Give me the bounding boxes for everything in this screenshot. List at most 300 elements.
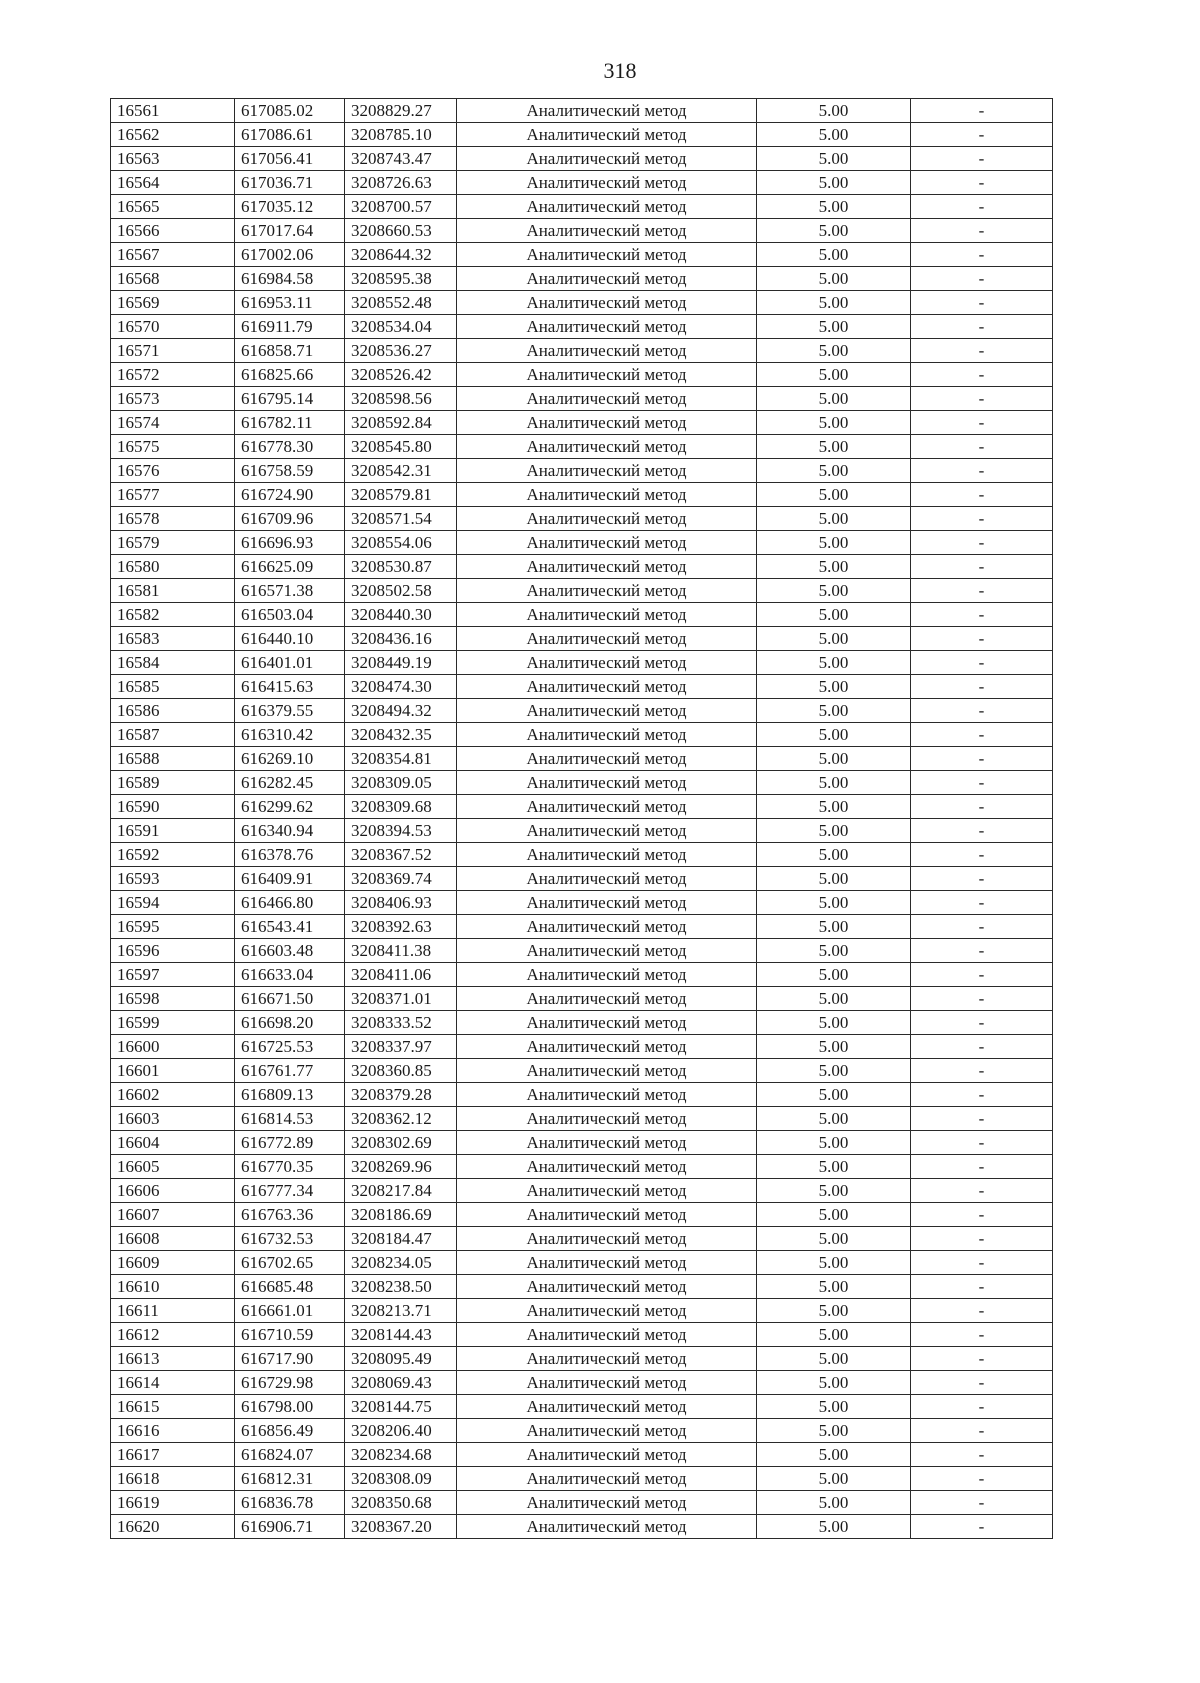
accuracy-cell: 5.00 bbox=[757, 507, 911, 531]
method-cell: Аналитический метод bbox=[457, 1467, 757, 1491]
y-coordinate-cell: 3208545.80 bbox=[345, 435, 457, 459]
table-row bbox=[111, 939, 1053, 963]
method-cell: Аналитический метод bbox=[457, 1491, 757, 1515]
note-cell: - bbox=[911, 675, 1053, 699]
x-coordinate-cell: 616503.04 bbox=[235, 603, 345, 627]
y-coordinate-cell: 3208234.68 bbox=[345, 1443, 457, 1467]
table-row bbox=[111, 1323, 1053, 1347]
y-coordinate-cell: 3208269.96 bbox=[345, 1155, 457, 1179]
point-number-cell: 16591 bbox=[111, 819, 235, 843]
x-coordinate-cell: 616401.01 bbox=[235, 651, 345, 675]
note-cell: - bbox=[911, 555, 1053, 579]
accuracy-cell: 5.00 bbox=[757, 1443, 911, 1467]
x-coordinate-cell: 616710.59 bbox=[235, 1323, 345, 1347]
accuracy-cell: 5.00 bbox=[757, 1155, 911, 1179]
point-number-cell: 16602 bbox=[111, 1083, 235, 1107]
note-cell: - bbox=[911, 411, 1053, 435]
accuracy-cell: 5.00 bbox=[757, 1083, 911, 1107]
point-number-cell: 16592 bbox=[111, 843, 235, 867]
table-row bbox=[111, 699, 1053, 723]
accuracy-cell: 5.00 bbox=[757, 1299, 911, 1323]
y-coordinate-cell: 3208552.48 bbox=[345, 291, 457, 315]
point-number-cell: 16581 bbox=[111, 579, 235, 603]
x-coordinate-cell: 616299.62 bbox=[235, 795, 345, 819]
table-row bbox=[111, 1011, 1053, 1035]
y-coordinate-cell: 3208406.93 bbox=[345, 891, 457, 915]
accuracy-cell: 5.00 bbox=[757, 1323, 911, 1347]
note-cell: - bbox=[911, 267, 1053, 291]
x-coordinate-cell: 616310.42 bbox=[235, 723, 345, 747]
note-cell: - bbox=[911, 171, 1053, 195]
accuracy-cell: 5.00 bbox=[757, 1371, 911, 1395]
table-row bbox=[111, 1299, 1053, 1323]
table-row bbox=[111, 1275, 1053, 1299]
note-cell: - bbox=[911, 1059, 1053, 1083]
accuracy-cell: 5.00 bbox=[757, 459, 911, 483]
accuracy-cell: 5.00 bbox=[757, 195, 911, 219]
note-cell: - bbox=[911, 627, 1053, 651]
accuracy-cell: 5.00 bbox=[757, 171, 911, 195]
note-cell: - bbox=[911, 1467, 1053, 1491]
accuracy-cell: 5.00 bbox=[757, 219, 911, 243]
point-number-cell: 16606 bbox=[111, 1179, 235, 1203]
accuracy-cell: 5.00 bbox=[757, 963, 911, 987]
point-number-cell: 16605 bbox=[111, 1155, 235, 1179]
note-cell: - bbox=[911, 195, 1053, 219]
note-cell: - bbox=[911, 483, 1053, 507]
x-coordinate-cell: 616625.09 bbox=[235, 555, 345, 579]
note-cell: - bbox=[911, 723, 1053, 747]
method-cell: Аналитический метод bbox=[457, 1155, 757, 1179]
point-number-cell: 16601 bbox=[111, 1059, 235, 1083]
note-cell: - bbox=[911, 363, 1053, 387]
x-coordinate-cell: 616409.91 bbox=[235, 867, 345, 891]
y-coordinate-cell: 3208362.12 bbox=[345, 1107, 457, 1131]
table-row bbox=[111, 483, 1053, 507]
method-cell: Аналитический метод bbox=[457, 171, 757, 195]
x-coordinate-cell: 616415.63 bbox=[235, 675, 345, 699]
x-coordinate-cell: 616770.35 bbox=[235, 1155, 345, 1179]
x-coordinate-cell: 616603.48 bbox=[235, 939, 345, 963]
method-cell: Аналитический метод bbox=[457, 99, 757, 123]
y-coordinate-cell: 3208354.81 bbox=[345, 747, 457, 771]
accuracy-cell: 5.00 bbox=[757, 915, 911, 939]
note-cell: - bbox=[911, 243, 1053, 267]
y-coordinate-cell: 3208360.85 bbox=[345, 1059, 457, 1083]
method-cell: Аналитический метод bbox=[457, 147, 757, 171]
accuracy-cell: 5.00 bbox=[757, 267, 911, 291]
method-cell: Аналитический метод bbox=[457, 483, 757, 507]
note-cell: - bbox=[911, 507, 1053, 531]
note-cell: - bbox=[911, 1491, 1053, 1515]
table-row bbox=[111, 243, 1053, 267]
point-number-cell: 16564 bbox=[111, 171, 235, 195]
x-coordinate-cell: 616440.10 bbox=[235, 627, 345, 651]
note-cell: - bbox=[911, 459, 1053, 483]
note-cell: - bbox=[911, 651, 1053, 675]
note-cell: - bbox=[911, 435, 1053, 459]
method-cell: Аналитический метод bbox=[457, 1515, 757, 1539]
method-cell: Аналитический метод bbox=[457, 339, 757, 363]
y-coordinate-cell: 3208367.20 bbox=[345, 1515, 457, 1539]
x-coordinate-cell: 616761.77 bbox=[235, 1059, 345, 1083]
point-number-cell: 16586 bbox=[111, 699, 235, 723]
point-number-cell: 16562 bbox=[111, 123, 235, 147]
point-number-cell: 16563 bbox=[111, 147, 235, 171]
x-coordinate-cell: 616702.65 bbox=[235, 1251, 345, 1275]
accuracy-cell: 5.00 bbox=[757, 483, 911, 507]
accuracy-cell: 5.00 bbox=[757, 123, 911, 147]
method-cell: Аналитический метод bbox=[457, 699, 757, 723]
note-cell: - bbox=[911, 795, 1053, 819]
y-coordinate-cell: 3208554.06 bbox=[345, 531, 457, 555]
note-cell: - bbox=[911, 1011, 1053, 1035]
method-cell: Аналитический метод bbox=[457, 603, 757, 627]
point-number-cell: 16612 bbox=[111, 1323, 235, 1347]
x-coordinate-cell: 616717.90 bbox=[235, 1347, 345, 1371]
y-coordinate-cell: 3208217.84 bbox=[345, 1179, 457, 1203]
point-number-cell: 16597 bbox=[111, 963, 235, 987]
method-cell: Аналитический метод bbox=[457, 771, 757, 795]
table-row bbox=[111, 1131, 1053, 1155]
point-number-cell: 16616 bbox=[111, 1419, 235, 1443]
y-coordinate-cell: 3208536.27 bbox=[345, 339, 457, 363]
point-number-cell: 16568 bbox=[111, 267, 235, 291]
method-cell: Аналитический метод bbox=[457, 555, 757, 579]
y-coordinate-cell: 3208660.53 bbox=[345, 219, 457, 243]
point-number-cell: 16571 bbox=[111, 339, 235, 363]
x-coordinate-cell: 617035.12 bbox=[235, 195, 345, 219]
accuracy-cell: 5.00 bbox=[757, 1035, 911, 1059]
x-coordinate-cell: 616758.59 bbox=[235, 459, 345, 483]
method-cell: Аналитический метод bbox=[457, 459, 757, 483]
table-row bbox=[111, 1443, 1053, 1467]
y-coordinate-cell: 3208436.16 bbox=[345, 627, 457, 651]
point-number-cell: 16608 bbox=[111, 1227, 235, 1251]
table-row bbox=[111, 363, 1053, 387]
table-row bbox=[111, 1155, 1053, 1179]
x-coordinate-cell: 617002.06 bbox=[235, 243, 345, 267]
point-number-cell: 16607 bbox=[111, 1203, 235, 1227]
method-cell: Аналитический метод bbox=[457, 411, 757, 435]
accuracy-cell: 5.00 bbox=[757, 675, 911, 699]
table-row bbox=[111, 555, 1053, 579]
method-cell: Аналитический метод bbox=[457, 1107, 757, 1131]
method-cell: Аналитический метод bbox=[457, 963, 757, 987]
x-coordinate-cell: 616984.58 bbox=[235, 267, 345, 291]
y-coordinate-cell: 3208308.09 bbox=[345, 1467, 457, 1491]
table-row bbox=[111, 843, 1053, 867]
method-cell: Аналитический метод bbox=[457, 819, 757, 843]
point-number-cell: 16593 bbox=[111, 867, 235, 891]
method-cell: Аналитический метод bbox=[457, 219, 757, 243]
x-coordinate-cell: 616953.11 bbox=[235, 291, 345, 315]
point-number-cell: 16576 bbox=[111, 459, 235, 483]
point-number-cell: 16572 bbox=[111, 363, 235, 387]
accuracy-cell: 5.00 bbox=[757, 627, 911, 651]
table-row bbox=[111, 603, 1053, 627]
note-cell: - bbox=[911, 915, 1053, 939]
x-coordinate-cell: 616812.31 bbox=[235, 1467, 345, 1491]
point-number-cell: 16583 bbox=[111, 627, 235, 651]
table-row bbox=[111, 771, 1053, 795]
x-coordinate-cell: 616696.93 bbox=[235, 531, 345, 555]
point-number-cell: 16617 bbox=[111, 1443, 235, 1467]
y-coordinate-cell: 3208474.30 bbox=[345, 675, 457, 699]
table-row bbox=[111, 435, 1053, 459]
point-number-cell: 16567 bbox=[111, 243, 235, 267]
point-number-cell: 16588 bbox=[111, 747, 235, 771]
method-cell: Аналитический метод bbox=[457, 243, 757, 267]
note-cell: - bbox=[911, 843, 1053, 867]
accuracy-cell: 5.00 bbox=[757, 747, 911, 771]
table-row bbox=[111, 171, 1053, 195]
note-cell: - bbox=[911, 219, 1053, 243]
accuracy-cell: 5.00 bbox=[757, 1251, 911, 1275]
y-coordinate-cell: 3208238.50 bbox=[345, 1275, 457, 1299]
note-cell: - bbox=[911, 1371, 1053, 1395]
method-cell: Аналитический метод bbox=[457, 1323, 757, 1347]
table-row bbox=[111, 1203, 1053, 1227]
point-number-cell: 16578 bbox=[111, 507, 235, 531]
point-number-cell: 16573 bbox=[111, 387, 235, 411]
method-cell: Аналитический метод bbox=[457, 363, 757, 387]
note-cell: - bbox=[911, 579, 1053, 603]
x-coordinate-cell: 616543.41 bbox=[235, 915, 345, 939]
point-number-cell: 16587 bbox=[111, 723, 235, 747]
note-cell: - bbox=[911, 747, 1053, 771]
x-coordinate-cell: 616836.78 bbox=[235, 1491, 345, 1515]
y-coordinate-cell: 3208494.32 bbox=[345, 699, 457, 723]
method-cell: Аналитический метод bbox=[457, 1443, 757, 1467]
note-cell: - bbox=[911, 1107, 1053, 1131]
accuracy-cell: 5.00 bbox=[757, 867, 911, 891]
table-row bbox=[111, 507, 1053, 531]
accuracy-cell: 5.00 bbox=[757, 891, 911, 915]
point-number-cell: 16599 bbox=[111, 1011, 235, 1035]
y-coordinate-cell: 3208234.05 bbox=[345, 1251, 457, 1275]
accuracy-cell: 5.00 bbox=[757, 1011, 911, 1035]
x-coordinate-cell: 616340.94 bbox=[235, 819, 345, 843]
note-cell: - bbox=[911, 1083, 1053, 1107]
table-row bbox=[111, 987, 1053, 1011]
accuracy-cell: 5.00 bbox=[757, 603, 911, 627]
table-row bbox=[111, 1395, 1053, 1419]
y-coordinate-cell: 3208394.53 bbox=[345, 819, 457, 843]
point-number-cell: 16575 bbox=[111, 435, 235, 459]
method-cell: Аналитический метод bbox=[457, 795, 757, 819]
x-coordinate-cell: 616778.30 bbox=[235, 435, 345, 459]
note-cell: - bbox=[911, 699, 1053, 723]
y-coordinate-cell: 3208309.05 bbox=[345, 771, 457, 795]
method-cell: Аналитический метод bbox=[457, 891, 757, 915]
y-coordinate-cell: 3208644.32 bbox=[345, 243, 457, 267]
point-number-cell: 16610 bbox=[111, 1275, 235, 1299]
accuracy-cell: 5.00 bbox=[757, 99, 911, 123]
x-coordinate-cell: 616824.07 bbox=[235, 1443, 345, 1467]
y-coordinate-cell: 3208337.97 bbox=[345, 1035, 457, 1059]
y-coordinate-cell: 3208785.10 bbox=[345, 123, 457, 147]
x-coordinate-cell: 616633.04 bbox=[235, 963, 345, 987]
method-cell: Аналитический метод bbox=[457, 123, 757, 147]
x-coordinate-cell: 616725.53 bbox=[235, 1035, 345, 1059]
x-coordinate-cell: 617056.41 bbox=[235, 147, 345, 171]
table-row bbox=[111, 219, 1053, 243]
table-row bbox=[111, 1347, 1053, 1371]
coordinates-table bbox=[110, 98, 1053, 1539]
table-row bbox=[111, 915, 1053, 939]
method-cell: Аналитический метод bbox=[457, 1371, 757, 1395]
table-row bbox=[111, 195, 1053, 219]
table-row bbox=[111, 291, 1053, 315]
note-cell: - bbox=[911, 963, 1053, 987]
note-cell: - bbox=[911, 891, 1053, 915]
x-coordinate-cell: 616709.96 bbox=[235, 507, 345, 531]
method-cell: Аналитический метод bbox=[457, 1227, 757, 1251]
y-coordinate-cell: 3208595.38 bbox=[345, 267, 457, 291]
method-cell: Аналитический метод bbox=[457, 291, 757, 315]
point-number-cell: 16619 bbox=[111, 1491, 235, 1515]
accuracy-cell: 5.00 bbox=[757, 339, 911, 363]
y-coordinate-cell: 3208502.58 bbox=[345, 579, 457, 603]
method-cell: Аналитический метод bbox=[457, 1011, 757, 1035]
x-coordinate-cell: 616571.38 bbox=[235, 579, 345, 603]
note-cell: - bbox=[911, 1275, 1053, 1299]
x-coordinate-cell: 616777.34 bbox=[235, 1179, 345, 1203]
method-cell: Аналитический метод bbox=[457, 1299, 757, 1323]
note-cell: - bbox=[911, 315, 1053, 339]
y-coordinate-cell: 3208369.74 bbox=[345, 867, 457, 891]
accuracy-cell: 5.00 bbox=[757, 1131, 911, 1155]
method-cell: Аналитический метод bbox=[457, 987, 757, 1011]
method-cell: Аналитический метод bbox=[457, 1395, 757, 1419]
method-cell: Аналитический метод bbox=[457, 1131, 757, 1155]
method-cell: Аналитический метод bbox=[457, 843, 757, 867]
accuracy-cell: 5.00 bbox=[757, 363, 911, 387]
table-row bbox=[111, 891, 1053, 915]
table-row bbox=[111, 339, 1053, 363]
table-row bbox=[111, 1059, 1053, 1083]
y-coordinate-cell: 3208144.75 bbox=[345, 1395, 457, 1419]
y-coordinate-cell: 3208309.68 bbox=[345, 795, 457, 819]
note-cell: - bbox=[911, 1347, 1053, 1371]
method-cell: Аналитический метод bbox=[457, 627, 757, 651]
note-cell: - bbox=[911, 1203, 1053, 1227]
y-coordinate-cell: 3208069.43 bbox=[345, 1371, 457, 1395]
method-cell: Аналитический метод bbox=[457, 1347, 757, 1371]
table-row bbox=[111, 99, 1053, 123]
method-cell: Аналитический метод bbox=[457, 1275, 757, 1299]
table-row bbox=[111, 1107, 1053, 1131]
y-coordinate-cell: 3208571.54 bbox=[345, 507, 457, 531]
accuracy-cell: 5.00 bbox=[757, 795, 911, 819]
table-row bbox=[111, 795, 1053, 819]
note-cell: - bbox=[911, 987, 1053, 1011]
x-coordinate-cell: 616698.20 bbox=[235, 1011, 345, 1035]
point-number-cell: 16590 bbox=[111, 795, 235, 819]
note-cell: - bbox=[911, 1443, 1053, 1467]
note-cell: - bbox=[911, 1515, 1053, 1539]
method-cell: Аналитический метод bbox=[457, 915, 757, 939]
coordinates-table-body bbox=[111, 99, 1053, 1539]
accuracy-cell: 5.00 bbox=[757, 843, 911, 867]
table-row bbox=[111, 1371, 1053, 1395]
x-coordinate-cell: 616671.50 bbox=[235, 987, 345, 1011]
point-number-cell: 16595 bbox=[111, 915, 235, 939]
point-number-cell: 16569 bbox=[111, 291, 235, 315]
accuracy-cell: 5.00 bbox=[757, 411, 911, 435]
accuracy-cell: 5.00 bbox=[757, 1275, 911, 1299]
note-cell: - bbox=[911, 1227, 1053, 1251]
accuracy-cell: 5.00 bbox=[757, 243, 911, 267]
note-cell: - bbox=[911, 99, 1053, 123]
table-row bbox=[111, 147, 1053, 171]
y-coordinate-cell: 3208526.42 bbox=[345, 363, 457, 387]
point-number-cell: 16615 bbox=[111, 1395, 235, 1419]
table-row bbox=[111, 1419, 1053, 1443]
point-number-cell: 16589 bbox=[111, 771, 235, 795]
y-coordinate-cell: 3208206.40 bbox=[345, 1419, 457, 1443]
x-coordinate-cell: 616379.55 bbox=[235, 699, 345, 723]
point-number-cell: 16570 bbox=[111, 315, 235, 339]
table-row bbox=[111, 963, 1053, 987]
table-row bbox=[111, 675, 1053, 699]
method-cell: Аналитический метод bbox=[457, 267, 757, 291]
x-coordinate-cell: 616772.89 bbox=[235, 1131, 345, 1155]
table-row bbox=[111, 411, 1053, 435]
table-row bbox=[111, 459, 1053, 483]
point-number-cell: 16582 bbox=[111, 603, 235, 627]
note-cell: - bbox=[911, 867, 1053, 891]
accuracy-cell: 5.00 bbox=[757, 1227, 911, 1251]
x-coordinate-cell: 616856.49 bbox=[235, 1419, 345, 1443]
x-coordinate-cell: 616782.11 bbox=[235, 411, 345, 435]
note-cell: - bbox=[911, 1323, 1053, 1347]
method-cell: Аналитический метод bbox=[457, 651, 757, 675]
method-cell: Аналитический метод bbox=[457, 315, 757, 339]
x-coordinate-cell: 616685.48 bbox=[235, 1275, 345, 1299]
note-cell: - bbox=[911, 939, 1053, 963]
table-row bbox=[111, 1251, 1053, 1275]
x-coordinate-cell: 616911.79 bbox=[235, 315, 345, 339]
x-coordinate-cell: 616825.66 bbox=[235, 363, 345, 387]
accuracy-cell: 5.00 bbox=[757, 531, 911, 555]
accuracy-cell: 5.00 bbox=[757, 1059, 911, 1083]
note-cell: - bbox=[911, 1179, 1053, 1203]
note-cell: - bbox=[911, 1155, 1053, 1179]
point-number-cell: 16561 bbox=[111, 99, 235, 123]
accuracy-cell: 5.00 bbox=[757, 1515, 911, 1539]
table-row bbox=[111, 387, 1053, 411]
x-coordinate-cell: 616729.98 bbox=[235, 1371, 345, 1395]
accuracy-cell: 5.00 bbox=[757, 699, 911, 723]
y-coordinate-cell: 3208449.19 bbox=[345, 651, 457, 675]
x-coordinate-cell: 617017.64 bbox=[235, 219, 345, 243]
note-cell: - bbox=[911, 1299, 1053, 1323]
accuracy-cell: 5.00 bbox=[757, 387, 911, 411]
method-cell: Аналитический метод bbox=[457, 1419, 757, 1443]
accuracy-cell: 5.00 bbox=[757, 315, 911, 339]
accuracy-cell: 5.00 bbox=[757, 1467, 911, 1491]
x-coordinate-cell: 616269.10 bbox=[235, 747, 345, 771]
note-cell: - bbox=[911, 147, 1053, 171]
table-row bbox=[111, 627, 1053, 651]
y-coordinate-cell: 3208440.30 bbox=[345, 603, 457, 627]
x-coordinate-cell: 616798.00 bbox=[235, 1395, 345, 1419]
y-coordinate-cell: 3208095.49 bbox=[345, 1347, 457, 1371]
accuracy-cell: 5.00 bbox=[757, 1107, 911, 1131]
accuracy-cell: 5.00 bbox=[757, 1419, 911, 1443]
